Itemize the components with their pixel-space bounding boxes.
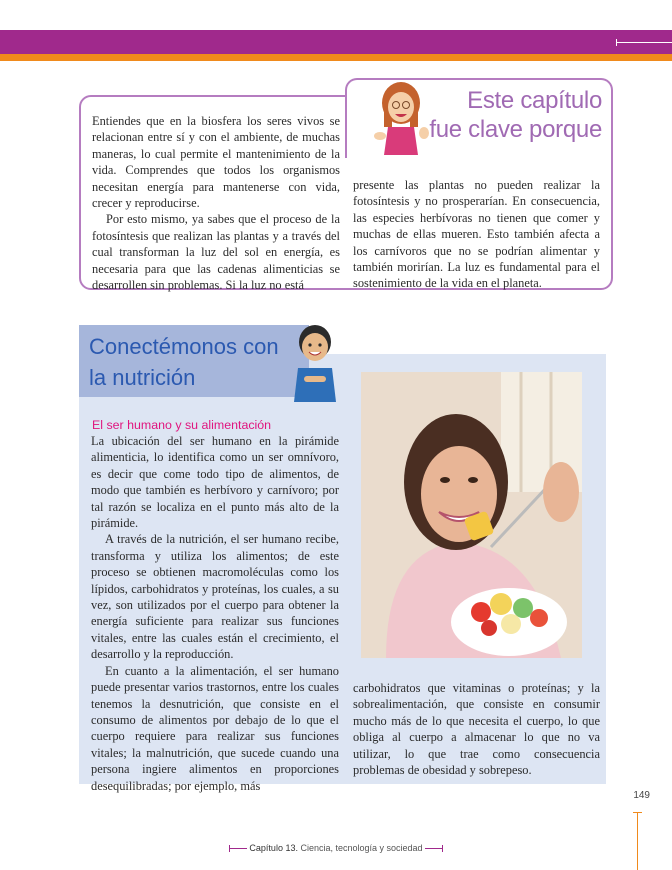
page-footer [0, 843, 672, 853]
nutrition-paragraph-1: La ubicación del ser humano en la pirámide alimenticia, lo identifica como un ser omnívoro, es decir que come todo tipo de alimentos, de modo que también es herbívoro y carnívoro; por tal razón se localiza en el punto más alto de la pirámide. [91, 434, 339, 531]
nutrition-title-line1: Conectémonos con [89, 334, 279, 359]
nutrition-column-1 [91, 433, 339, 794]
header-orange-strip [0, 54, 672, 61]
nutrition-column-2 [353, 680, 600, 778]
header-bar-line [616, 42, 672, 43]
chapter-summary-column-2 [353, 177, 600, 292]
nutrition-title-line2: la nutrición [89, 365, 196, 390]
footer-decoration-left [229, 848, 247, 849]
chapter-summary-column-1 [92, 113, 340, 293]
nutrition-paragraph-2: A través de la nutrición, el ser humano recibe, transforma y utiliza los alimentos; de este proceso se obtienen macromoléculas como los lípidos, carbohidratos y proteínas, los cuales, a su vez, son utilizados por el cuerpo para obtener la energía suficiente para realizar sus funciones vitales, entre las cuales están el crecimiento, el desarrollo y la reproducción. [91, 532, 339, 662]
nutrition-paragraph-3: En cuanto a la alimentación, el ser humano puede presentar varios trastornos, entre los cuales tenemos la desnutrición, que consiste en el consumo de alimentos por debajo de lo que el cuerpo requiere para realizar sus funciones vitales; la malnutrición, que sucede cuando una persona ingiere alimentos en proporciones desequilibradas; por ejemplo, más [91, 663, 339, 793]
chapter-summary-title-line2: fue clave porque [429, 116, 602, 143]
nutrition-subheading: El ser humano y su alimentación [92, 418, 272, 432]
header-magenta-bar [0, 30, 672, 54]
chapter-summary-paragraph-1: Entiendes que en la biosfera los seres vivos se relacionan entre sí y con el ambiente, de muchas maneras, lo cual permite el mantenimiento de la vida. Comprendes que todos los organismos necesitan energía para mantenerse con vida, crecer y reproducirse. [92, 114, 340, 211]
page-number: 149 [633, 790, 650, 801]
nutrition-section-title [79, 325, 309, 397]
chapter-summary-paragraph-3: presente las plantas no pueden realizar la fotosíntesis y no prosperarían. En consecuencia, las especies herbívoras no tienen que comer y muchas de ellas mueren. Esto también afecta a los carnívoros que no se podrían alimentar y también morirían. La luz es fundamental para el sostenimiento de la vida en el planeta. [353, 178, 600, 291]
footer-chapter-label: Capítulo 13. [249, 843, 298, 853]
page-number-rule [637, 812, 638, 870]
teacher-girl-illustration [370, 75, 432, 155]
chapter-summary-title [429, 86, 602, 144]
chapter-summary-paragraph-2: Por esto mismo, ya sabes que el proceso de la fotosíntesis que realizan las plantas y a través del cual transforman la luz del sol en energía, es necesaria para que las cadenas alimenticias se desarrollen sin problemas. Si la luz no está [92, 212, 340, 293]
chapter-summary-title-line1: Este capítulo [467, 87, 602, 114]
nutrition-paragraph-4: carbohidratos que vitaminas o proteínas; y la sobrealimentación, que consiste en consumir mucho más de lo que necesita el cuerpo, lo que obliga al cuerpo a almacenar lo que no va utilizar, lo que trae como consecuencia problemas de obesidad y sobrepeso. [353, 681, 600, 778]
footer-decoration-right [425, 848, 443, 849]
footer-chapter-title: Ciencia, tecnología y sociedad [300, 843, 423, 853]
woman-eating-fruit-photo [361, 372, 582, 658]
header-bar-tick [616, 39, 617, 46]
boy-illustration [290, 320, 340, 402]
